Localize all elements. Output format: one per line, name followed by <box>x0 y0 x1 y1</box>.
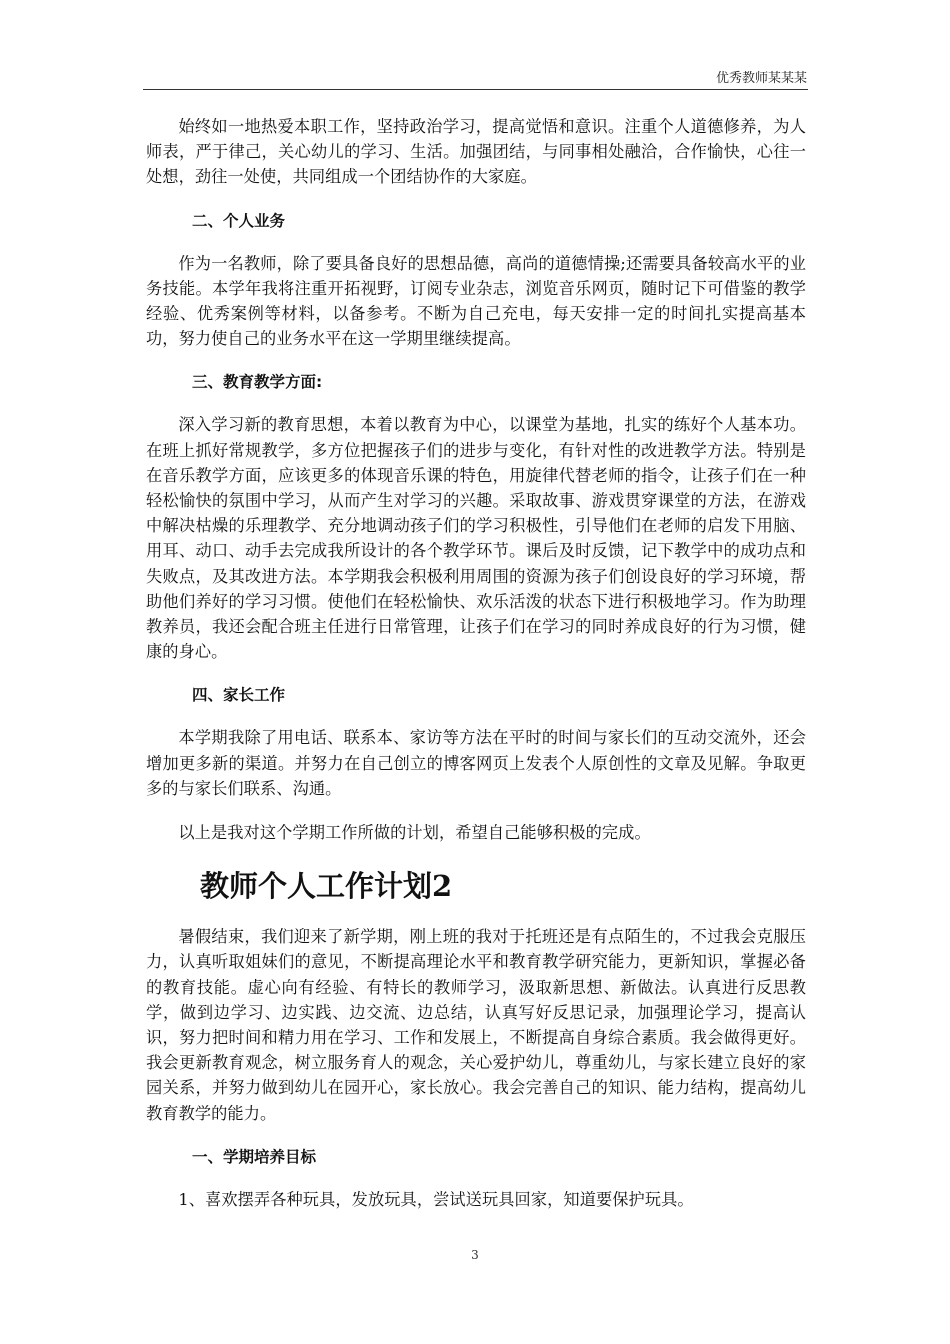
document-body <box>146 114 806 1231</box>
section-heading: 四、家长工作 <box>192 686 286 705</box>
section-heading: 二、个人业务 <box>192 211 286 230</box>
header-text: 优秀教师某某某 <box>715 71 807 86</box>
paragraph: 本学期我除了用电话、联系本、家访等方法在平时的时间与家长们的互动交流外，还会增加更多新的渠道。并努力在自己创立的博客网页上发表个人原创性的文章及见解。争取更多的与家长们联系、沟通。 <box>146 728 806 798</box>
header-rule <box>143 89 808 90</box>
paragraph: 1、喜欢摆弄各种玩具，发放玩具，尝试送玩具回家，知道要保护玩具。 <box>178 1189 694 1209</box>
paragraph: 始终如一地热爱本职工作，坚持政治学习，提高觉悟和意识。注重个人道德修养，为人师表，严于律己，关心幼儿的学习、生活。加强团结，与同事相处融洽，合作愉快，心往一处想，劲往一处使，共同组成一个团结协作的大家庭。 <box>146 117 806 187</box>
section-heading: 三、教育教学方面: <box>192 373 323 392</box>
paragraph: 深入学习新的教育思想，本着以教育为中心，以课堂为基地，扎实的练好个人基本功。在班上抓好常规教学，多方位把握孩子们的进步与变化，有针对性的改进教学方法。特别是在音乐教学方面，应该更多的体现音乐课的特色，用旋律代替老师的指令，让孩子们在一种轻松愉快的氛围中学习，从而产生对学习的兴趣。采取故事、游戏贯穿课堂的方法，在游戏中解决枯燥的乐理教学、充分地调动孩子们的学习积极性，引导他们在老师的启发下用脑、用耳、动口、动手去完成我所设计的各个教学环节。课后及时反馈，记下教学中的成功点和失败点，及其改进方法。本学期我会积极利用周围的资源为孩子们创设良好的学习环境，帮助他们养好的学习习惯。使他们在轻松愉快、欢乐活泼的状态下进行积极地学习。作为助理教养员，我还会配合班主任进行日常管理，让孩子们在学习的同时养成良好的行为习惯，健康的身心。 <box>146 415 806 662</box>
document-title: 教师个人工作计划2 <box>200 869 453 904</box>
paragraph: 以上是我对这个学期工作所做的计划，希望自己能够积极的完成。 <box>178 823 651 843</box>
section-heading: 一、学期培养目标 <box>192 1147 317 1166</box>
paragraph: 作为一名教师，除了要具备良好的思想品德，高尚的道德情操;还需要具备较高水平的业务技能。本学年我将注重开拓视野，订阅专业杂志，浏览音乐网页，随时记下可借鉴的教学经验、优秀案例等材料，以备参考。不断为自己充电，每天安排一定的时间扎实提高基本功，努力使自己的业务水平在这一学期里继续提高。 <box>146 253 806 349</box>
page-number: 3 <box>471 1248 479 1262</box>
paragraph: 暑假结束，我们迎来了新学期，刚上班的我对于托班还是有点陌生的，不过我会克服压力，认真听取姐妹们的意见，不断提高理论水平和教育教学研究能力，更新知识，掌握必备的教育技能。虚心向有经验、有特长的教师学习，汲取新思想、新做法。认真进行反思教学，做到边学习、边实践、边交流、边总结，认真写好反思记录，加强理论学习，提高认识，努力把时间和精力用在学习、工作和发展上，不断提高自身综合素质。我会做得更好。我会更新教育观念，树立服务育人的观念，关心爱护幼儿，尊重幼儿，与家长建立良好的家园关系，并努力做到幼儿在园开心，家长放心。我会完善自己的知识、能力结构，提高幼儿教育教学的能力。 <box>146 927 806 1123</box>
